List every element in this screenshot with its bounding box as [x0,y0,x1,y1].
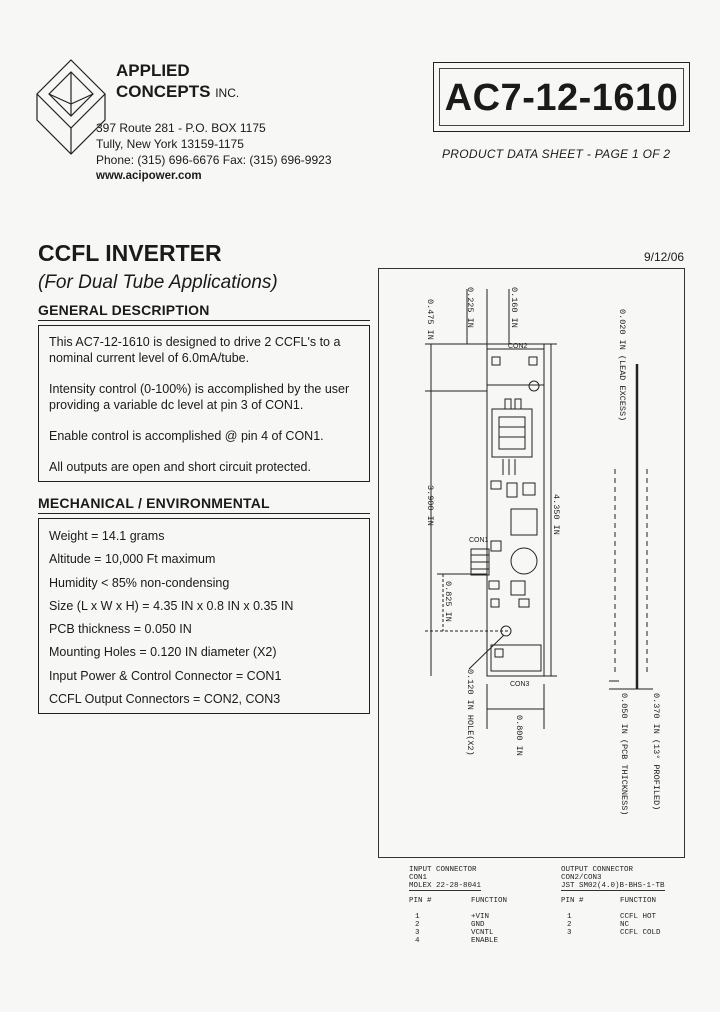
general-paragraph: All outputs are open and short circuit protected. [49,460,311,474]
dim-0020-lead-excess: 0.020 IN (LEAD EXCESS) [617,309,627,422]
general-paragraph: This AC7-12-1610 is designed to drive 2 CCFL's to a nominal current level of 6.0mA/tube. [49,335,341,365]
dim-0800: 0.800 IN [514,715,524,756]
con2-label: CON2 [508,343,528,350]
output-function-header: FUNCTION [620,897,657,905]
company-phone: Phone: (315) 696-6676 Fax: (315) 696-9923 [96,153,332,167]
page-title: CCFL INVERTER [38,240,222,266]
input-connector-table [409,866,481,891]
spec-altitude: Altitude = 10,000 Ft maximum [49,552,216,567]
dim-0160: 0.160 IN [509,287,519,328]
page-subtitle: (For Dual Tube Applications) [38,272,278,293]
output-connector-id: CON2/CON3 [561,874,602,882]
section-divider [38,320,370,321]
dim-4350: 4.350 IN [551,494,561,535]
output-function: CCFL HOT [620,913,657,921]
output-pin: 2 [567,921,572,929]
dim-0475: 0.475 IN [425,299,435,340]
input-function: VCNTL [471,929,494,937]
input-function: ENABLE [471,937,499,945]
company-website[interactable]: www.acipower.com [96,170,202,182]
company-name-line2: CONCEPTS [116,82,211,101]
mechanical-heading: MECHANICAL / ENVIRONMENTAL [38,495,270,511]
page-label: PRODUCT DATA SHEET - PAGE 1 OF 2 [442,147,671,161]
spec-input-connector: Input Power & Control Connector = CON1 [49,668,282,683]
input-connector-heading: INPUT CONNECTOR [409,866,477,874]
output-pin-header: PIN # [561,897,584,905]
company-name [116,60,239,104]
general-paragraph: Intensity control (0-100%) is accomplished by the user providing a variable dc level at pin 3 of CON1. [49,382,350,412]
section-divider [38,513,370,514]
input-connector-part: MOLEX 22-28-8041 [409,882,482,890]
input-pin: 4 [415,937,420,945]
output-connector-part: JST SM02(4.0)B-BHS-1-TB [561,882,665,890]
general-paragraph: Enable control is accomplished @ pin 4 of CON1. [49,429,324,443]
con1-label: CON1 [469,537,489,544]
input-pin: 3 [415,929,420,937]
output-function: CCFL COLD [620,929,661,937]
part-number-box [433,62,690,132]
dim-3900: 3.900 IN [425,485,435,526]
mechanical-drawing [378,268,685,945]
part-number: AC7-12-1610 [439,68,684,126]
output-connector-heading: OUTPUT CONNECTOR [561,866,634,874]
input-function: GND [471,921,485,929]
input-function: +VIN [471,913,490,921]
spec-mounting-holes: Mounting Holes = 0.120 IN diameter (X2) [49,645,277,660]
document-date: 9/12/06 [644,250,685,264]
input-pin: 1 [415,913,420,921]
spec-size: Size (L x W x H) = 4.35 IN x 0.8 IN x 0.35 IN [49,598,294,613]
input-function-header: FUNCTION [471,897,508,905]
input-function-column [471,897,507,945]
output-function: NC [620,921,630,929]
dim-0050-pcb: 0.050 IN (PCB THICKNESS) [619,693,629,816]
input-pin-header: PIN # [409,897,432,905]
dim-0120-hole: 0.120 IN HOLE(X2) [465,669,475,756]
dim-0225: 0.225 IN [465,287,475,328]
company-name-line1: APPLIED [116,61,190,80]
output-connector-table [561,866,665,891]
output-pin: 3 [567,929,572,937]
pcb-outline-drawing [379,269,686,859]
output-pin: 1 [567,913,572,921]
input-pin: 2 [415,921,420,929]
input-pin-column [409,897,432,945]
mechanical-box [38,518,370,714]
spec-output-connectors: CCFL Output Connectors = CON2, CON3 [49,692,281,707]
con3-label: CON3 [510,681,530,688]
company-city: Tully, New York 13159-1175 [96,137,244,151]
spec-weight: Weight = 14.1 grams [49,529,165,543]
dim-0825: 0.825 IN [443,581,453,622]
spec-humidity: Humidity < 85% non-condensing [49,575,230,590]
output-function-column [620,897,661,937]
output-pin-column [561,897,584,937]
general-description-box [38,325,370,482]
general-description-heading: GENERAL DESCRIPTION [38,302,210,318]
dim-0370: 0.370 IN (13° PROFILED) [651,693,661,811]
spec-pcb-thickness: PCB thickness = 0.050 IN [49,622,192,637]
input-connector-id: CON1 [409,874,428,882]
company-address-block [96,120,332,184]
company-suffix: INC. [215,86,240,100]
company-address: 397 Route 281 - P.O. BOX 1175 [96,121,266,135]
